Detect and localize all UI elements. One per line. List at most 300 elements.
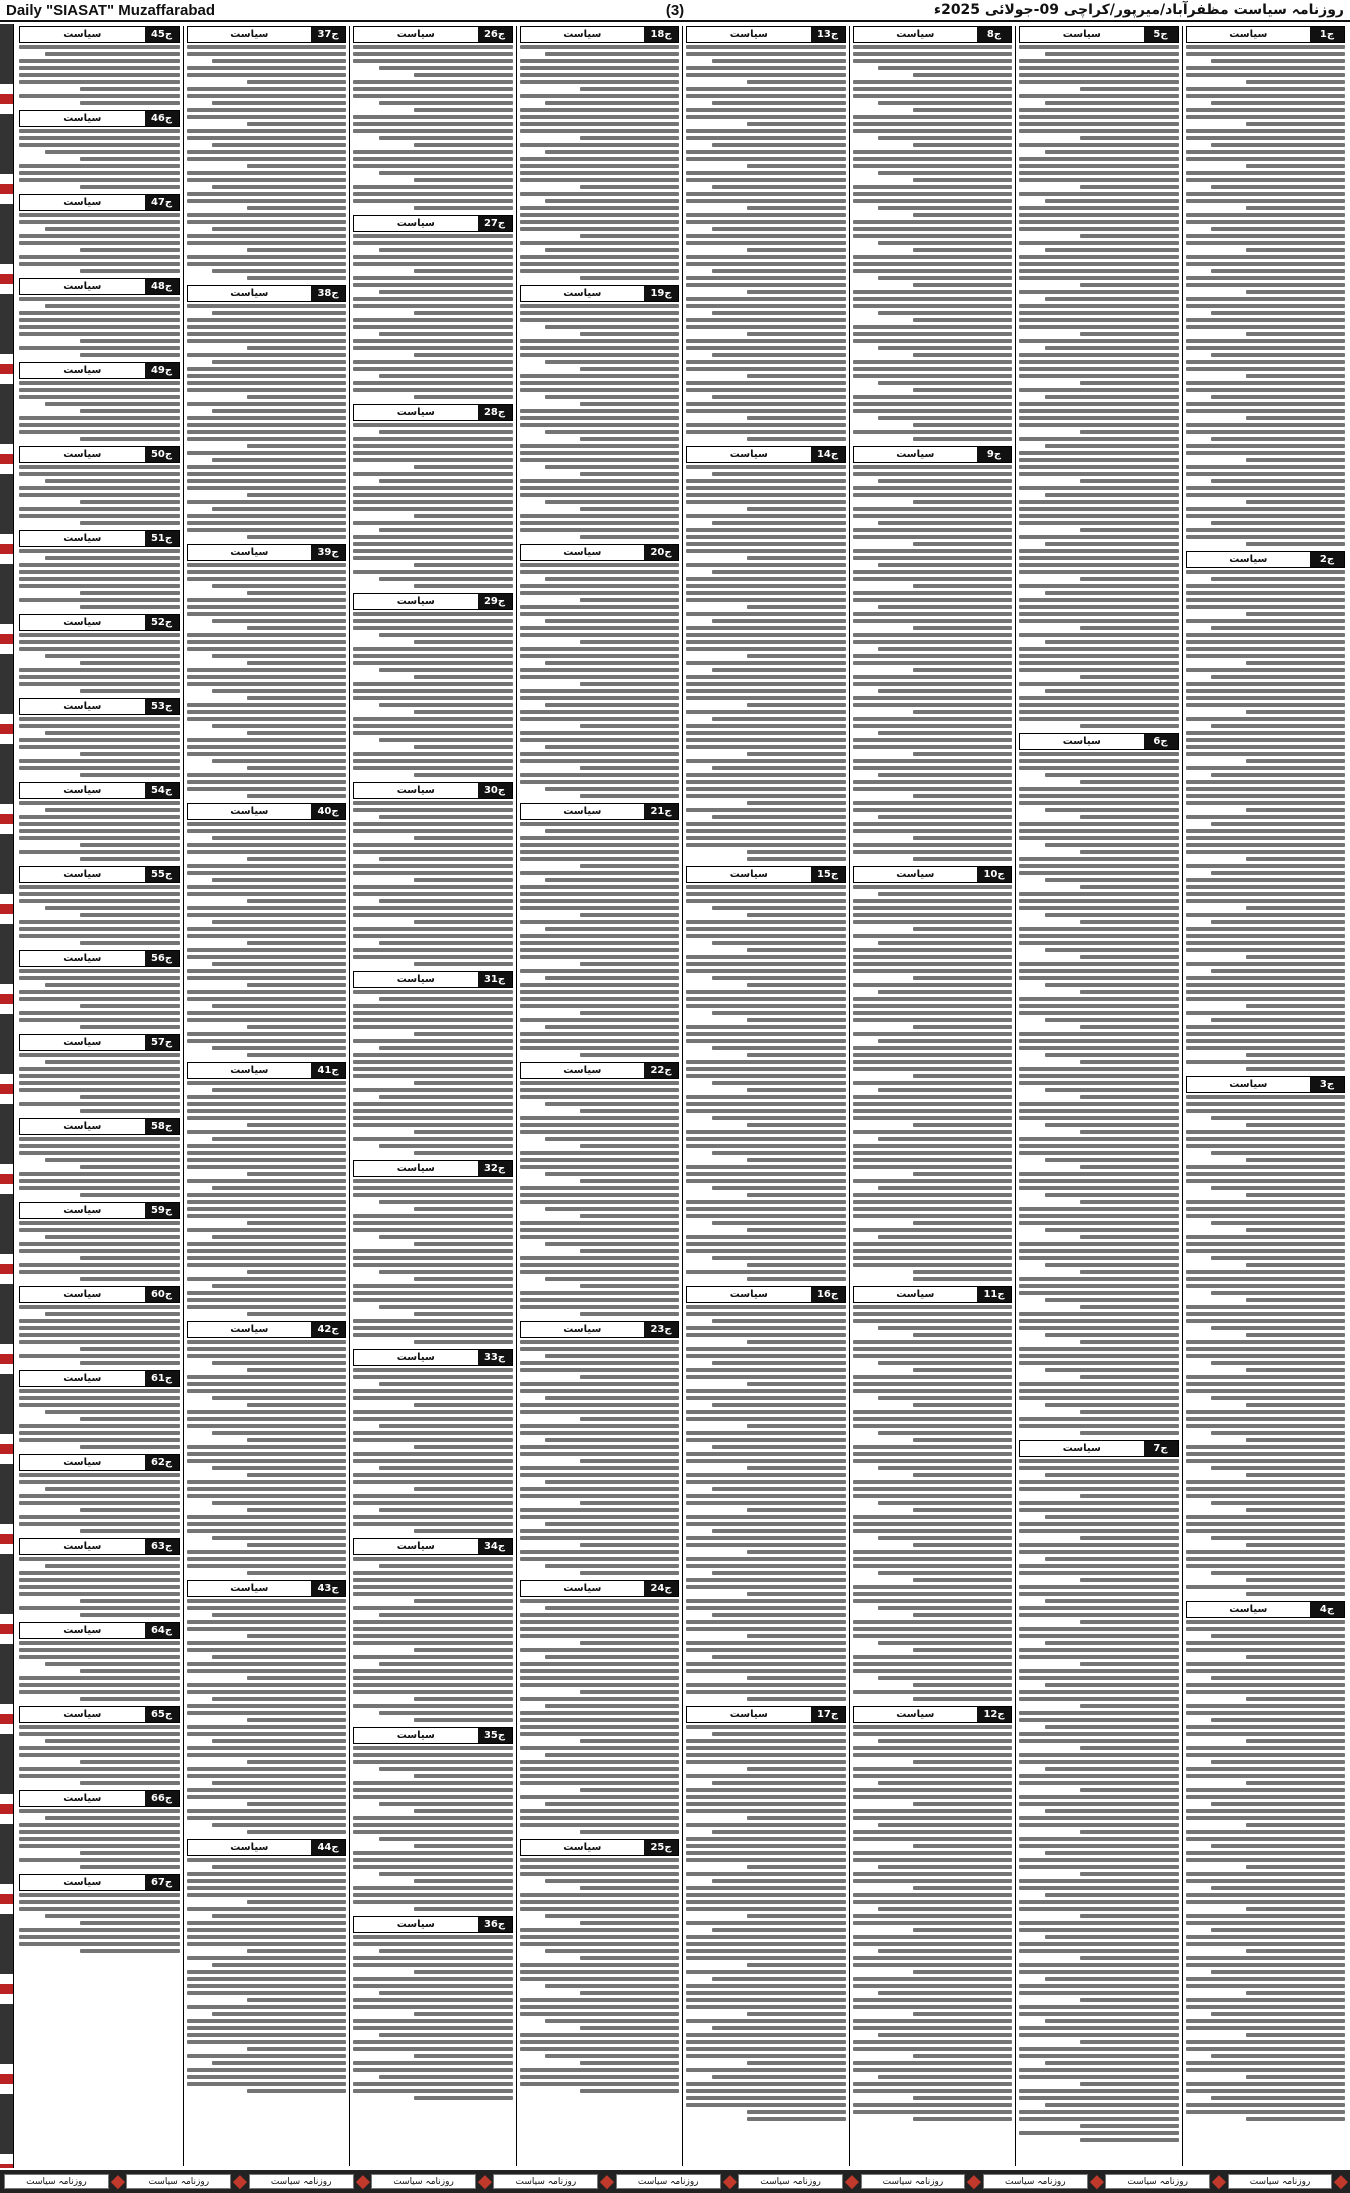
text-line <box>414 1529 513 1533</box>
text-line <box>187 1620 347 1624</box>
question-block <box>686 1706 846 2121</box>
text-line <box>545 1802 679 1806</box>
text-line <box>353 1858 513 1862</box>
text-line <box>1186 1424 1346 1428</box>
text-line <box>19 549 180 553</box>
text-line <box>1019 1417 1179 1421</box>
text-line <box>1186 283 1346 287</box>
question-heading <box>686 1286 846 1303</box>
text-line <box>1019 696 1179 700</box>
text-line <box>353 1956 513 1960</box>
question-block <box>1186 1601 1346 2121</box>
text-line <box>545 1102 679 1106</box>
question-block <box>19 1370 180 1449</box>
question-heading <box>19 1874 180 1891</box>
text-line <box>853 220 1013 224</box>
text-line <box>187 150 347 154</box>
text-line <box>878 2033 1012 2037</box>
text-line <box>580 507 679 511</box>
question-block <box>853 1286 1013 1701</box>
text-line <box>580 913 679 917</box>
text-line <box>1019 1781 1179 1785</box>
text-line <box>1080 185 1179 189</box>
text-line <box>187 220 347 224</box>
text-line <box>1186 1529 1346 1533</box>
question-number: ج52 <box>145 615 179 630</box>
text-line <box>712 976 846 980</box>
article-text-lines <box>187 1858 347 2093</box>
text-line <box>1186 2026 1346 2030</box>
text-line <box>545 1025 679 1029</box>
question-block <box>19 614 180 693</box>
text-line <box>913 1683 1012 1687</box>
text-line <box>520 752 680 756</box>
text-line <box>853 654 1013 658</box>
text-line <box>1045 913 1179 917</box>
text-line <box>247 661 346 665</box>
text-line <box>913 500 1012 504</box>
text-line <box>853 948 1013 952</box>
text-line <box>913 73 1012 77</box>
text-line <box>80 1508 180 1512</box>
text-line <box>1186 850 1346 854</box>
text-line <box>353 1592 513 1596</box>
text-line <box>1186 885 1346 889</box>
article-text-lines <box>19 1557 180 1617</box>
text-line <box>1045 2061 1179 2065</box>
question-heading <box>19 110 180 127</box>
text-line <box>686 1557 846 1561</box>
text-line <box>187 990 347 994</box>
text-line <box>1211 269 1345 273</box>
text-line <box>1019 1585 1179 1589</box>
text-line <box>1019 1116 1179 1120</box>
text-line <box>187 1018 347 1022</box>
text-line <box>913 248 1012 252</box>
article-column <box>183 26 350 2166</box>
question-brand-label: سیاست <box>20 1455 145 1470</box>
text-line <box>187 1039 347 1043</box>
text-line <box>1246 906 1345 910</box>
text-line <box>1246 1067 1345 1071</box>
text-line <box>187 675 347 679</box>
question-brand-label: سیاست <box>521 545 645 560</box>
text-line <box>853 1109 1013 1113</box>
text-line <box>853 1214 1013 1218</box>
question-number: ج8 <box>977 27 1011 42</box>
article-text-lines <box>353 1557 513 1722</box>
text-line <box>1019 1613 1179 1617</box>
text-line <box>545 619 679 623</box>
text-line <box>1019 1690 1179 1694</box>
text-line <box>414 1879 513 1883</box>
text-line <box>853 1263 1013 1267</box>
text-line <box>1186 1879 1346 1883</box>
text-line <box>353 367 513 371</box>
text-line <box>353 1333 513 1337</box>
question-number: ج51 <box>145 531 179 546</box>
text-line <box>1080 2124 1179 2128</box>
question-block <box>1019 733 1179 1435</box>
question-block <box>19 866 180 945</box>
text-line <box>1186 1550 1346 1554</box>
text-line <box>686 535 846 539</box>
text-line <box>853 1018 1013 1022</box>
text-line <box>187 1445 347 1449</box>
strip-tile: روزنامہ سیاست <box>493 2174 598 2189</box>
question-block <box>686 1286 846 1701</box>
text-line <box>545 1277 679 1281</box>
text-line <box>1019 1508 1179 1512</box>
text-line <box>187 710 347 714</box>
text-line <box>686 1480 846 1484</box>
text-line <box>1211 1676 1345 1680</box>
article-text-lines <box>19 1305 180 1365</box>
text-line <box>19 1340 180 1344</box>
text-line <box>19 1018 180 1022</box>
text-line <box>1186 1242 1346 1246</box>
article-column <box>1182 26 1349 2166</box>
article-text-lines <box>19 1137 180 1197</box>
question-brand-label: سیاست <box>20 1119 145 1134</box>
text-line <box>1186 836 1346 840</box>
text-line <box>853 52 1013 56</box>
text-line <box>1045 1053 1179 1057</box>
text-line <box>80 1004 180 1008</box>
article-text-lines <box>853 465 1013 861</box>
text-line <box>1246 1655 1345 1659</box>
article-text-lines <box>353 990 513 1155</box>
text-line <box>747 1634 846 1638</box>
text-line <box>520 1298 680 1302</box>
text-line <box>80 1851 180 1855</box>
diamond-icon <box>722 2175 736 2189</box>
question-heading <box>520 544 680 561</box>
question-heading <box>353 1538 513 1555</box>
question-brand-label: سیاست <box>854 447 978 462</box>
text-line <box>353 1263 513 1267</box>
article-text-lines <box>19 1389 180 1449</box>
text-line <box>19 563 180 567</box>
text-line <box>19 1606 180 1610</box>
text-line <box>212 1396 346 1400</box>
text-line <box>747 1340 846 1344</box>
text-line <box>913 1802 1012 1806</box>
text-line <box>19 255 180 259</box>
text-line <box>414 1207 513 1211</box>
text-line <box>520 1221 680 1225</box>
text-line <box>45 1235 180 1239</box>
text-line <box>712 2026 846 2030</box>
diamond-icon <box>478 2175 492 2189</box>
text-line <box>353 2089 513 2093</box>
text-line <box>1186 1725 1346 1729</box>
question-block <box>187 803 347 1057</box>
question-number: ج58 <box>145 1119 179 1134</box>
text-line <box>913 213 1012 217</box>
text-line <box>686 1984 846 1988</box>
question-number: ج27 <box>478 216 512 231</box>
question-number: ج57 <box>145 1035 179 1050</box>
text-line <box>19 1305 180 1309</box>
text-line <box>1080 850 1179 854</box>
text-line <box>853 1067 1013 1071</box>
text-line <box>353 339 513 343</box>
text-line <box>712 1116 846 1120</box>
text-line <box>187 1452 347 1456</box>
text-line <box>353 626 513 630</box>
text-line <box>1186 654 1346 658</box>
text-line <box>247 1760 346 1764</box>
text-line <box>520 171 680 175</box>
question-block <box>853 1706 1013 2121</box>
text-line <box>520 759 680 763</box>
text-line <box>520 1781 680 1785</box>
text-line <box>1045 248 1179 252</box>
question-block <box>19 782 180 861</box>
text-line <box>520 857 680 861</box>
text-line <box>520 2005 680 2009</box>
article-text-lines <box>19 1809 180 1869</box>
text-line <box>187 913 347 917</box>
text-line <box>80 1865 180 1869</box>
question-number: ج23 <box>644 1322 678 1337</box>
text-line <box>187 1354 347 1358</box>
text-line <box>580 1788 679 1792</box>
text-line <box>187 2054 347 2058</box>
text-line <box>353 1473 513 1477</box>
text-line <box>1186 1207 1346 1211</box>
text-line <box>187 1256 347 1260</box>
question-brand-label: سیاست <box>20 1791 145 1806</box>
question-heading <box>853 1286 1013 1303</box>
text-line <box>212 1046 346 1050</box>
text-line <box>520 178 680 182</box>
text-line <box>187 570 347 574</box>
text-line <box>853 115 1013 119</box>
text-line <box>686 2033 846 2037</box>
text-line <box>1246 1158 1345 1162</box>
text-line <box>353 150 513 154</box>
text-line <box>520 1116 680 1120</box>
text-line <box>1019 1284 1179 1288</box>
text-line <box>1019 1039 1179 1043</box>
text-line <box>686 745 846 749</box>
strip-tile: روزنامہ سیاست <box>738 2174 843 2189</box>
text-line <box>353 1655 513 1659</box>
text-line <box>686 1095 846 1099</box>
text-line <box>853 1914 1013 1918</box>
text-line <box>1080 1340 1179 1344</box>
text-line <box>1211 437 1345 441</box>
text-line <box>353 1431 513 1435</box>
text-line <box>878 1466 1012 1470</box>
text-line <box>379 171 513 175</box>
text-line <box>520 122 680 126</box>
text-line <box>545 1522 679 1526</box>
text-line <box>1186 843 1346 847</box>
text-line <box>520 633 680 637</box>
text-line <box>1019 1844 1179 1848</box>
text-line <box>353 1179 513 1183</box>
text-line <box>187 2068 347 2072</box>
text-line <box>853 535 1013 539</box>
text-line <box>1019 1032 1179 1036</box>
text-line <box>1019 1214 1179 1218</box>
question-brand-label: سیاست <box>20 531 145 546</box>
text-line <box>80 1669 180 1673</box>
question-heading <box>19 1790 180 1807</box>
text-line <box>520 1732 680 1736</box>
text-line <box>520 1235 680 1239</box>
text-line <box>913 1508 1012 1512</box>
text-line <box>853 1998 1013 2002</box>
text-line <box>878 1676 1012 1680</box>
text-line <box>187 703 347 707</box>
text-line <box>520 1893 680 1897</box>
text-line <box>19 738 180 742</box>
text-line <box>853 304 1013 308</box>
text-line <box>686 514 846 518</box>
text-line <box>686 710 846 714</box>
text-line <box>45 1662 180 1666</box>
question-block <box>520 1321 680 1575</box>
text-line <box>187 1032 347 1036</box>
text-line <box>545 430 679 434</box>
text-line <box>520 955 680 959</box>
text-line <box>353 185 513 189</box>
text-line <box>1019 1760 1179 1764</box>
text-line <box>520 381 680 385</box>
text-line <box>913 626 1012 630</box>
text-line <box>686 1788 846 1792</box>
question-block <box>19 1790 180 1869</box>
text-line <box>853 675 1013 679</box>
text-line <box>247 1403 346 1407</box>
text-line <box>712 1151 846 1155</box>
text-line <box>712 395 846 399</box>
text-line <box>353 906 513 910</box>
text-line <box>913 836 1012 840</box>
text-line <box>1045 1809 1179 1813</box>
text-line <box>414 269 513 273</box>
text-line <box>80 605 180 609</box>
text-line <box>379 1235 513 1239</box>
text-line <box>1246 416 1345 420</box>
text-line <box>187 1179 347 1183</box>
text-line <box>187 1816 347 1820</box>
text-line <box>187 1095 347 1099</box>
text-line <box>1080 1431 1179 1435</box>
text-line <box>353 2019 513 2023</box>
article-text-lines <box>853 1725 1013 2121</box>
text-line <box>1186 1319 1346 1323</box>
text-line <box>686 612 846 616</box>
text-line <box>520 1018 680 1022</box>
text-line <box>1080 1305 1179 1309</box>
text-line <box>1246 2075 1345 2079</box>
text-line <box>212 2061 346 2065</box>
text-line <box>19 1585 180 1589</box>
text-line <box>520 605 680 609</box>
text-line <box>1019 1795 1179 1799</box>
text-line <box>212 1235 346 1239</box>
text-line <box>379 290 513 294</box>
question-heading <box>1019 1440 1179 1457</box>
text-line <box>187 171 347 175</box>
question-heading <box>187 803 347 820</box>
text-line <box>913 1697 1012 1701</box>
text-line <box>1019 486 1179 490</box>
text-line <box>1019 857 1179 861</box>
text-line <box>353 1375 513 1379</box>
text-line <box>187 738 347 742</box>
text-line <box>1019 157 1179 161</box>
text-line <box>1186 584 1346 588</box>
text-line <box>1019 661 1179 665</box>
text-line <box>1186 528 1346 532</box>
text-line <box>686 1074 846 1078</box>
text-line <box>853 1879 1013 1883</box>
text-line <box>1045 1515 1179 1519</box>
question-number: ج49 <box>145 363 179 378</box>
text-line <box>686 220 846 224</box>
text-line <box>353 759 513 763</box>
text-line <box>853 787 1013 791</box>
text-line <box>19 220 180 224</box>
text-line <box>853 1872 1013 1876</box>
text-line <box>80 661 180 665</box>
text-line <box>686 1431 846 1435</box>
text-line <box>19 318 180 322</box>
text-line <box>712 668 846 672</box>
text-line <box>187 339 347 343</box>
question-number: ج40 <box>311 804 345 819</box>
text-line <box>1045 878 1179 882</box>
text-line <box>1186 1445 1346 1449</box>
text-line <box>580 1886 679 1890</box>
text-line <box>686 136 846 140</box>
text-line <box>187 108 347 112</box>
text-line <box>747 1676 846 1680</box>
text-line <box>686 843 846 847</box>
text-line <box>686 997 846 1001</box>
question-block <box>686 866 846 1281</box>
text-line <box>247 346 346 350</box>
text-line <box>1019 59 1179 63</box>
text-line <box>1186 73 1346 77</box>
text-line <box>580 1249 679 1253</box>
text-line <box>878 1781 1012 1785</box>
text-line <box>1186 1557 1346 1561</box>
text-line <box>19 1893 180 1897</box>
text-line <box>187 1102 347 1106</box>
text-line <box>686 1683 846 1687</box>
text-line <box>686 542 846 546</box>
text-line <box>19 801 180 805</box>
text-line <box>878 1186 1012 1190</box>
text-line <box>45 1410 180 1414</box>
text-line <box>212 1739 346 1743</box>
article-text-lines <box>520 45 680 280</box>
text-line <box>353 2005 513 2009</box>
question-block <box>19 1034 180 1113</box>
text-line <box>853 633 1013 637</box>
question-brand-label: سیاست <box>354 405 478 420</box>
question-number: ج29 <box>478 594 512 609</box>
text-line <box>853 430 1013 434</box>
text-line <box>1246 1004 1345 1008</box>
